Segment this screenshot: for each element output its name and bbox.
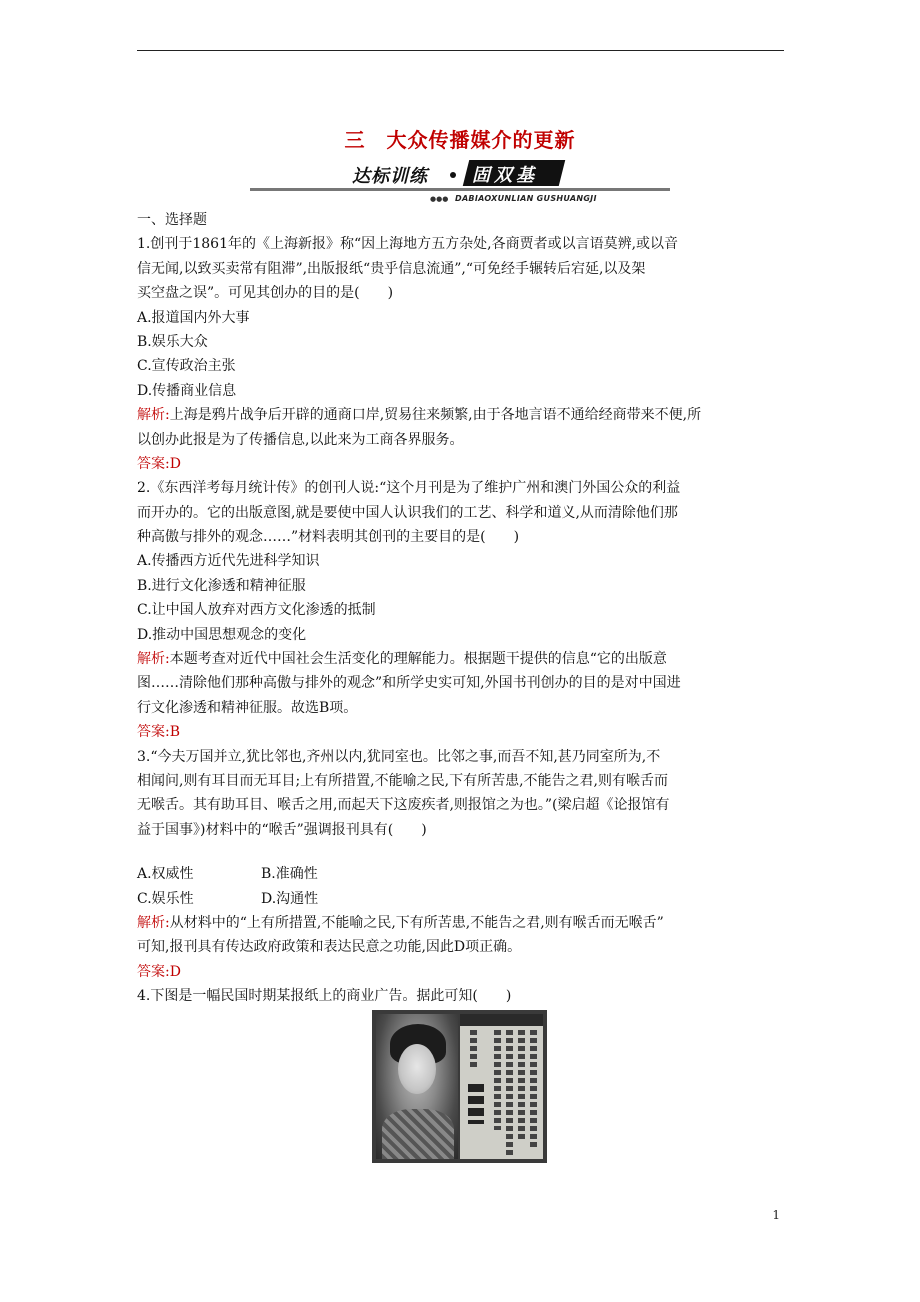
analysis-label: 解析: <box>137 407 170 424</box>
question-stem-line: 种高傲与排外的观念……”材料表明其创刊的主要目的是( ) <box>137 529 520 546</box>
question-stem-line: 3.“今夫万国并立,犹比邻也,齐州以内,犹同室也。比邻之事,而吾不知,甚乃同室所为,不 <box>137 748 661 765</box>
question-stem-line: 而开办的。它的出版意图,就是要使中国人认识我们的工艺、科学和道义,从而清除他们那 <box>137 504 678 521</box>
text-column <box>494 1030 501 1130</box>
analysis-line: 以创办此报是为了传播信息,以此来为工商各界服务。 <box>137 431 464 448</box>
newspaper-header-bar <box>460 1014 543 1026</box>
option-c: C.让中国人放弃对西方文化渗透的抵制 <box>137 602 376 619</box>
question-1 <box>137 232 785 476</box>
banner-dot <box>450 172 456 178</box>
analysis-label: 解析: <box>137 651 170 668</box>
analysis-line <box>137 403 785 427</box>
question-stem-line: 无喉舌。其有助耳目、喉舌之用,而起天下这废疾者,则报馆之为也。”(梁启超《论报馆有 <box>137 797 670 814</box>
answer: 答案:B <box>137 724 181 741</box>
document-body <box>137 208 785 1009</box>
analysis-line: 图……清除他们那种高傲与排外的观念”和所学史实可知,外国书刊创办的目的是对中国进 <box>137 675 681 692</box>
section-banner <box>250 160 670 208</box>
option-b: B.进行文化渗透和精神征服 <box>137 577 306 594</box>
option-c: C.宣传政治主张 <box>137 358 236 375</box>
option-c: C.娱乐性 <box>137 890 194 907</box>
option-d: D.传播商业信息 <box>137 382 237 399</box>
banner-subtitle: DABIAOXUNLIAN GUSHUANGJI <box>455 194 597 203</box>
question-3 <box>137 745 785 985</box>
page-number: 1 <box>772 1208 780 1222</box>
advertisement-image <box>372 1010 547 1163</box>
question-stem-line: 买空盘之误”。可见其创办的目的是( ) <box>137 285 394 302</box>
header-rule <box>137 50 784 51</box>
analysis-line <box>137 647 785 671</box>
banner-rule <box>250 188 670 191</box>
text-column <box>506 1030 513 1155</box>
section-heading: 一、选择题 <box>137 212 207 228</box>
banner-dots-icon: ●●● <box>430 195 449 203</box>
portrait-face <box>398 1044 436 1094</box>
answer: 答案:D <box>137 963 181 980</box>
option-a: A.报道国内外大事 <box>137 309 250 326</box>
option-row <box>137 887 785 911</box>
analysis-label: 解析: <box>137 914 170 931</box>
text-column <box>530 1030 537 1150</box>
question-stem-line: 4.下图是一幅民国时期某报纸上的商业广告。据此可知( ) <box>137 988 512 1005</box>
banner-main-text: 达标训练 <box>352 166 428 187</box>
portrait-photo <box>376 1014 458 1159</box>
newspaper-text-area <box>460 1014 543 1159</box>
page-title: 三 大众传播媒介的更新 <box>344 128 576 152</box>
option-d: D.推动中国思想观念的变化 <box>137 626 307 643</box>
question-stem-line: 相闻问,则有耳目而无耳目;上有所措置,不能喻之民,下有所苦患,不能告之君,则有喉舌而 <box>137 772 668 789</box>
analysis-text: 上海是鸦片战争后开辟的通商口岸,贸易往来频繁,由于各地言语不通给经商带来不便,所 <box>169 407 702 424</box>
option-a: A.传播西方近代先进科学知识 <box>137 553 320 570</box>
question-stem-line: 信无闻,以致买卖常有阻滞”,出版报纸“贵乎信息流通”,“可免经手辗转后宕延,以及架 <box>137 260 646 277</box>
answer: 答案:D <box>137 455 181 472</box>
analysis-line <box>137 911 785 935</box>
question-stem-line: 1.创刊于1861年的《上海新报》称“因上海地方五方杂处,各商贾者或以言语莫辨,或以音 <box>137 236 679 253</box>
option-b: B.准确性 <box>261 866 318 883</box>
text-column <box>518 1030 525 1140</box>
option-a: A.权威性 <box>137 866 194 883</box>
analysis-text: 从材料中的“上有所措置,不能喻之民,下有所苦患,不能告之君,则有喉舌而无喉舌” <box>169 914 664 931</box>
question-stem-line: 2.《东西洋考每月统计传》的创刊人说:“这个月刊是为了维护广州和澳门外国公众的利益 <box>137 480 681 497</box>
analysis-line: 行文化渗透和精神征服。故选B项。 <box>137 699 358 716</box>
spacer <box>137 842 785 862</box>
large-characters <box>468 1084 484 1124</box>
question-2 <box>137 476 785 744</box>
analysis-text: 本题考查对近代中国社会生活变化的理解能力。根据题干提供的信息“它的出版意 <box>169 651 667 668</box>
analysis-line: 可知,报刊具有传达政府政策和表达民意之功能,因此D项正确。 <box>137 939 522 956</box>
banner-boxed-text: 固双基 <box>472 165 538 186</box>
option-row <box>137 862 785 886</box>
option-b: B.娱乐大众 <box>137 333 208 350</box>
option-d: D.沟通性 <box>261 890 319 907</box>
text-column <box>470 1030 477 1070</box>
question-4 <box>137 984 785 1008</box>
portrait-dress <box>382 1109 454 1159</box>
question-stem-line: 益于国事》)材料中的“喉舌”强调报刊具有( ) <box>137 821 427 838</box>
